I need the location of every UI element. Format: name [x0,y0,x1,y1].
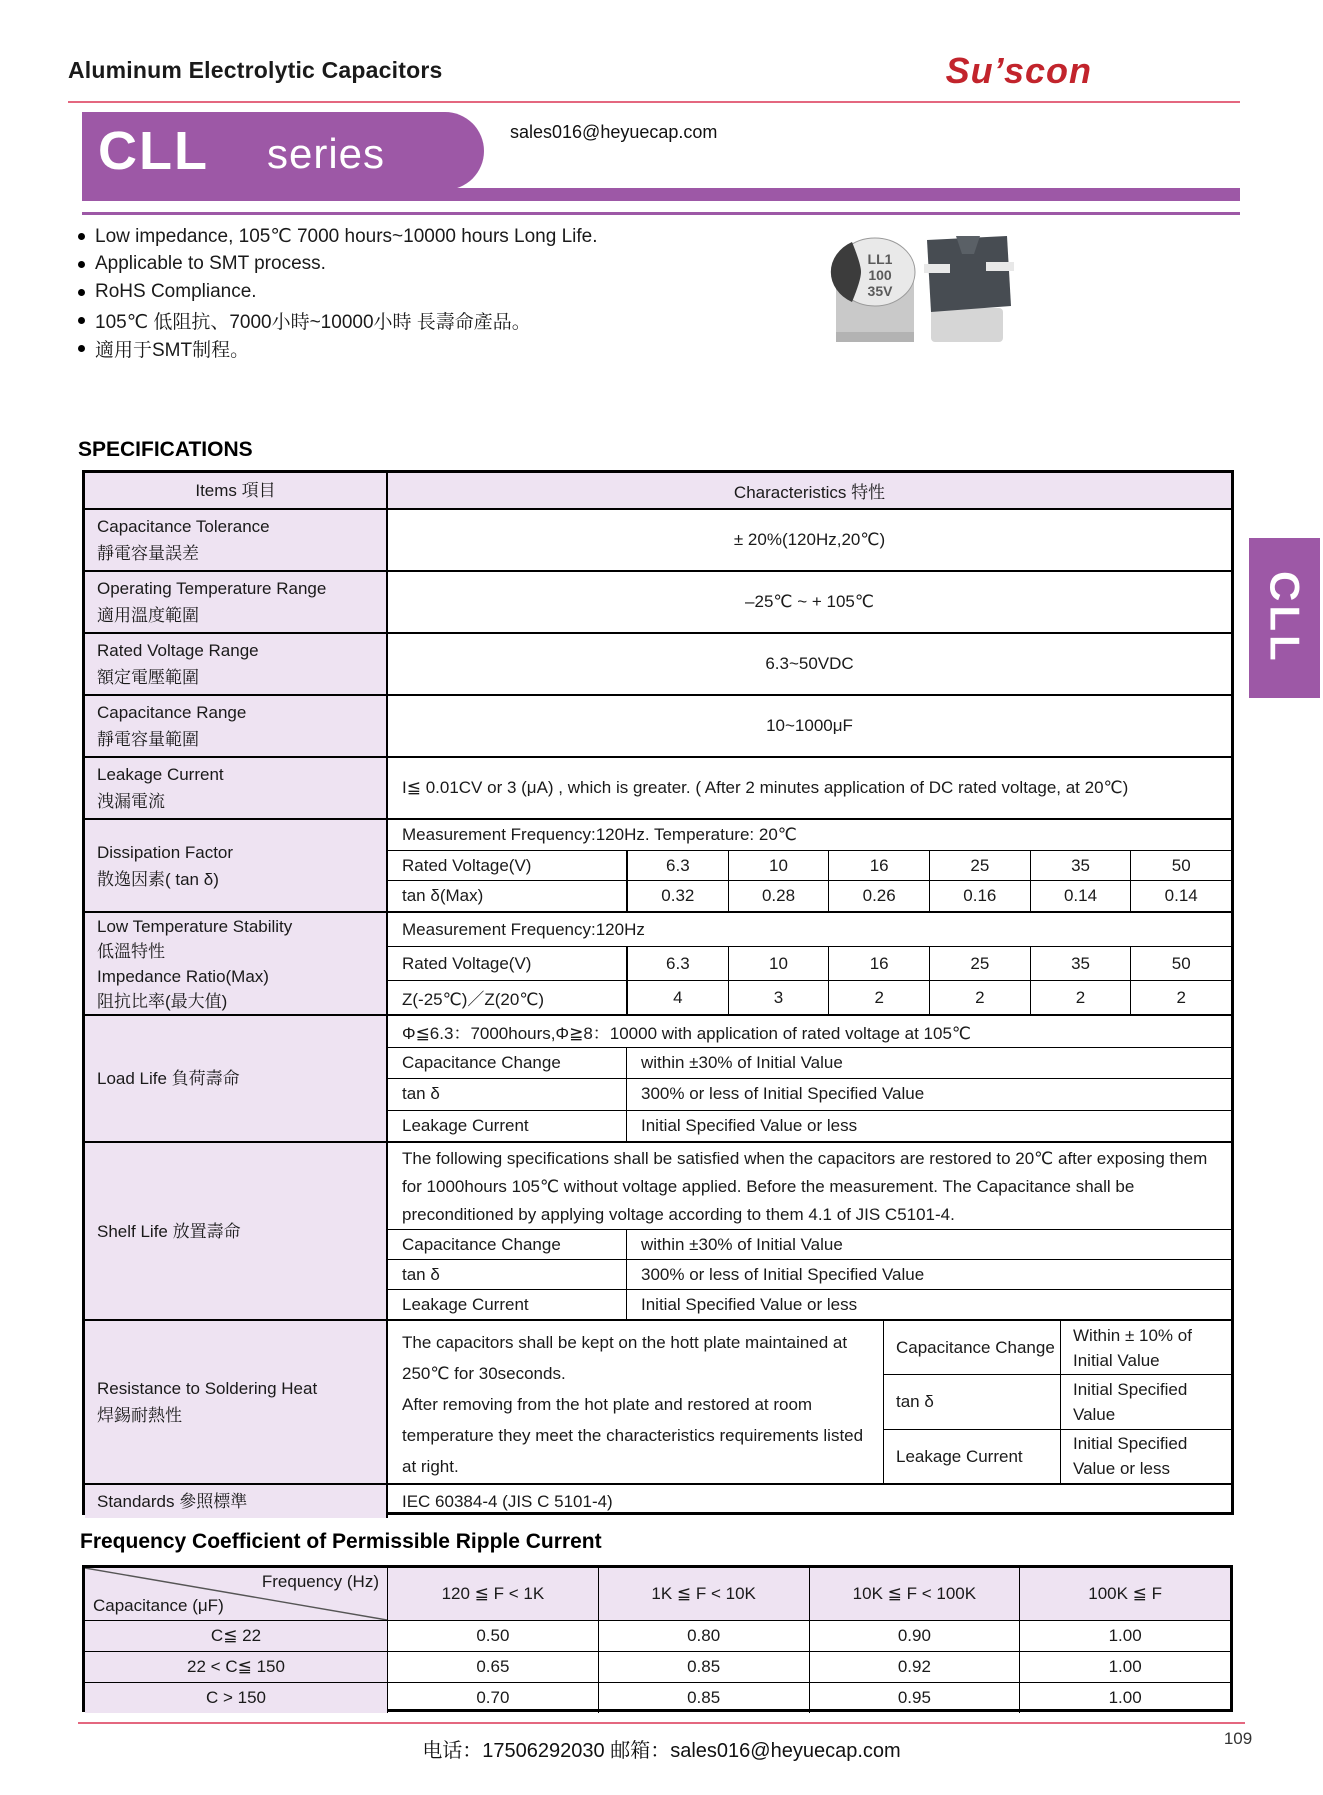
criteria-value: Within ± 10% of Initial Value [1073,1325,1192,1370]
row-value: IEC 60384-4 (JIS C 5101-4) [402,1491,613,1511]
voltage-cell: 10 [728,947,829,980]
criteria-value: within ±30% of Initial Value [641,1052,843,1072]
soldering-heat-criteria [884,1321,1231,1483]
freq-coefficient-cell: 0.92 [809,1652,1020,1682]
cap-marking-3: 35V [867,283,893,299]
cap-marking-1: LL1 [867,251,893,267]
row-label-line: 低溫特性 [97,941,165,961]
freq-corner-cell [85,1568,388,1620]
spec-row-standards [85,1483,1231,1518]
freq-coefficient-cell: 0.70 [476,1688,510,1707]
row-label [85,820,388,911]
freq-coefficient-cell: 0.80 [598,1621,809,1651]
frequency-coefficient-heading: Frequency Coefficient of Permissible Ripple Current [80,1530,602,1553]
freq-coefficient-cell: 0.90 [809,1621,1020,1651]
feature-text: RoHS Compliance. [95,281,257,302]
row-label-line: 阻抗比率(最大值) [97,991,228,1011]
spec-row-rated-voltage [85,632,1231,694]
series-banner [82,112,484,190]
criteria-item: Capacitance Change [388,1230,627,1259]
tan-value-cell: 0.32 [627,881,728,911]
freq-coefficient-cell: 0.65 [476,1657,510,1676]
feature-item [78,278,818,306]
freq-coefficient-cell: 0.95 [809,1683,1020,1713]
load-life-item-row [388,1110,1231,1142]
criteria-value: 300% or less of Initial Specified Value [641,1264,925,1284]
feature-item [78,250,818,278]
freq-coefficient-cell: 1.00 [1019,1683,1230,1713]
row-label-en: Dissipation Factor [97,842,234,862]
row-label-line: Low Temperature Stability [97,916,293,936]
shelf-life-item-row [388,1259,1231,1289]
criteria-value: Initial Specified Value [1073,1379,1188,1424]
frequency-coefficient-table [82,1565,1233,1712]
criteria-value: Initial Specified Value or less [641,1294,858,1314]
freq-data-row [85,1682,1230,1713]
series-code: CLL [98,121,209,181]
row-label [85,758,388,818]
shelf-life-item-row [388,1229,1231,1259]
col-header-characteristics: Characteristics 特性 [388,473,1231,508]
freq-coefficient-cell: 1.00 [1019,1652,1230,1682]
soldering-heat-content [388,1321,1231,1483]
row-label-en: Leakage Current [97,765,224,784]
row-value: 10~1000μF [766,716,853,735]
low-temp-content [388,913,1231,1014]
load-life-condition-row [388,1016,1231,1047]
criteria-value: within ±30% of Initial Value [641,1234,843,1254]
description-paragraph: After removing from the hot plate and restored at room temperature they meet the characteristics requirements listed at right. [402,1395,864,1476]
ratio-value-cell: 2 [1030,981,1131,1014]
specifications-heading: SPECIFICATIONS [78,438,253,461]
soldering-heat-item-row [884,1321,1231,1374]
row-label-en: Resistance to Soldering Heat [97,1379,318,1398]
side-tab-label: CLL [1261,571,1309,665]
freq-row-label: C≦ 22 [85,1621,388,1651]
side-index-tab [1249,538,1320,698]
criteria-value: Initial Specified Value or less [641,1115,858,1135]
row-label-en: Capacitance Range [97,703,247,722]
col-header-items: Items 項目 [85,473,388,508]
ratio-value-cell: 2 [929,981,1030,1014]
voltage-cell: 35 [1030,851,1131,881]
spec-row-shelf-life [85,1141,1231,1319]
tan-value-cell: 0.28 [728,881,829,911]
bullet-icon [78,233,85,240]
row-label [85,1321,388,1483]
freq-col-header: 100K ≦ F [1019,1568,1230,1620]
freq-coefficient-cell: 0.85 [598,1652,809,1682]
load-life-content [388,1016,1231,1141]
criteria-item: Capacitance Change [388,1048,627,1079]
row-label-zh: 靜電容量誤差 [97,544,199,563]
spec-row-capacitance-tolerance [85,508,1231,570]
measurement-condition: Measurement Frequency:120Hz. Temperature: 20℃ [402,824,797,844]
bullet-icon [78,289,85,296]
feature-list [78,222,818,362]
voltage-cell: 6.3 [627,851,728,881]
low-temp-condition-row [388,913,1231,946]
load-life-item-row [388,1047,1231,1079]
freq-col-header: 120 ≦ F < 1K [441,1584,545,1603]
freq-row-label: C > 150 [85,1683,388,1713]
spec-row-capacitance-range [85,694,1231,756]
measurement-condition: Measurement Frequency:120Hz [402,919,645,939]
feature-item [78,306,818,334]
criteria-item: Leakage Current [388,1111,627,1142]
freq-data-row [85,1620,1230,1651]
dissipation-voltage-row [388,850,1231,881]
voltage-cell: 6.3 [627,947,728,980]
row-label-zh: 靜電容量範圍 [97,730,199,749]
tan-value-cell: 0.26 [828,881,929,911]
criteria-item: Leakage Current [884,1430,1061,1483]
row-label [85,1143,388,1319]
row-value: –25℃ ~ + 105℃ [745,592,874,611]
row-label-line: Impedance Ratio(Max) [97,966,269,986]
row-label [85,1016,388,1141]
row-label-zh: 洩漏電流 [97,792,165,811]
voltage-row-label: Rated Voltage(V) [388,947,627,980]
voltage-cell: 25 [929,947,1030,980]
low-temp-ratio-row [388,980,1231,1014]
low-temp-voltage-row [388,946,1231,980]
row-label-en: Operating Temperature Range [97,579,327,598]
feature-text: 適用于SMT制程。 [95,339,250,361]
row-label-en: Capacitance Tolerance [97,517,270,536]
feature-item [78,222,818,250]
freq-data-row [85,1651,1230,1682]
dissipation-tan-row [388,880,1231,911]
load-life-condition: Φ≦6.3：7000hours,Φ≧8：10000 with application of rated voltage at 105℃ [402,1023,971,1043]
tan-value-cell: 0.14 [1130,881,1231,911]
ratio-value-cell: 4 [627,981,728,1014]
feature-text: Low impedance, 105℃ 7000 hours~10000 hours Long Life. [95,225,598,247]
tan-value-cell: 0.14 [1030,881,1131,911]
row-label [85,696,388,756]
tan-value-cell: 0.16 [929,881,1030,911]
row-label-en: Shelf Life 放置壽命 [97,1221,241,1241]
row-label-en: Load Life 負荷壽命 [97,1069,240,1088]
spec-header-row [85,473,1231,508]
spec-row-operating-temperature [85,570,1231,632]
row-label-en: Rated Voltage Range [97,641,259,660]
banner-strip [82,188,1240,201]
row-value: 6.3~50VDC [765,654,854,673]
freq-coefficient-cell: 0.50 [476,1626,510,1645]
soldering-heat-description [388,1321,884,1483]
criteria-item: tan δ [388,1079,627,1110]
contact-email: sales016@heyuecap.com [510,122,718,142]
corner-capacitance-label: Capacitance (μF) [93,1596,224,1615]
row-label-zh: 適用溫度範圍 [97,606,199,625]
spec-row-soldering-heat [85,1319,1231,1483]
shelf-life-condition: The following specifications shall be satisfied when the capacitors are restored to 20℃ after exposing them for 1000hours 105℃ without voltage applied. Before the measurement. The Capacitance shall be preconditioned by applying voltage according to them 4.1 of JIS C5101-4. [402,1149,1208,1224]
spec-row-dissipation-factor [85,818,1231,911]
row-label [85,913,388,1014]
criteria-item: Capacitance Change [884,1321,1061,1374]
shelf-life-item-row [388,1289,1231,1319]
series-word: series [267,130,386,177]
feature-text: Applicable to SMT process. [95,253,326,274]
row-label-zh: 散逸因素( tan δ) [97,869,219,889]
voltage-cell: 25 [929,851,1030,881]
corner-frequency-label: Frequency (Hz) [261,1572,379,1591]
ratio-value-cell: 3 [728,981,829,1014]
row-value: I≦ 0.01CV or 3 (μA) , which is greater. ( After 2 minutes application of DC rated voltage, at 20℃) [402,778,1129,797]
freq-coefficient-cell: 1.00 [1019,1621,1230,1651]
row-label-zh: 焊錫耐熱性 [97,1406,182,1425]
freq-col-header: 1K ≦ F < 10K [598,1568,809,1620]
ratio-value-cell: 2 [1130,981,1231,1014]
spec-row-leakage-current [85,756,1231,818]
dissipation-content [388,820,1231,911]
bullet-icon [78,261,85,268]
row-label [85,1485,388,1518]
document-title: Aluminum Electrolytic Capacitors [68,57,443,83]
feature-text: 105℃ 低阻抗、7000小時~10000小時 長壽命產品。 [95,311,531,333]
cap-marking-2: 100 [868,267,892,283]
row-label [85,572,388,632]
row-label [85,634,388,694]
voltage-cell: 10 [728,851,829,881]
header-rule [68,101,1240,103]
footer-contact: 电话：17506292030 邮箱：sales016@heyuecap.com [422,1740,901,1762]
criteria-item: tan δ [884,1375,1061,1428]
tan-row-label: tan δ(Max) [388,881,627,911]
capacitors-photo [828,220,1018,348]
bullet-icon [78,345,85,352]
shelf-life-condition-row [388,1143,1231,1229]
ratio-row-label: Z(-25℃)／Z(20℃) [388,981,627,1014]
row-value: ± 20%(120Hz,20℃) [733,530,886,549]
freq-col-header: 10K ≦ F < 100K [809,1568,1020,1620]
row-label [85,510,388,570]
banner-underline [82,212,1240,215]
brand-logo: Su’scon [945,50,1092,91]
soldering-heat-item-row [884,1374,1231,1428]
feature-item [78,334,818,362]
specifications-table [82,470,1234,1515]
soldering-heat-item-row [884,1429,1231,1483]
voltage-cell: 16 [828,851,929,881]
page-number: 109 [1223,1729,1253,1748]
load-life-item-row [388,1078,1231,1110]
shelf-life-content [388,1143,1231,1319]
criteria-item: Leakage Current [388,1290,627,1319]
criteria-item: tan δ [388,1260,627,1289]
row-label-en: Standards 參照標準 [97,1492,248,1511]
voltage-cell: 50 [1130,851,1231,881]
spec-row-load-life [85,1014,1231,1141]
spec-row-low-temperature-stability [85,911,1231,1014]
freq-coefficient-cell: 0.85 [598,1683,809,1713]
freq-header-row [85,1568,1230,1620]
criteria-value: 300% or less of Initial Specified Value [641,1084,925,1104]
bullet-icon [78,317,85,324]
criteria-value: Initial Specified Value or less [1073,1434,1188,1479]
voltage-cell: 50 [1130,947,1231,980]
row-label-zh: 額定電壓範圍 [97,668,199,687]
voltage-row-label: Rated Voltage(V) [388,851,627,881]
voltage-cell: 16 [828,947,929,980]
freq-row-label: 22 < C≦ 150 [85,1652,388,1682]
footer-rule [78,1722,1245,1724]
ratio-value-cell: 2 [828,981,929,1014]
description-paragraph: The capacitors shall be kept on the hott plate maintained at 250℃ for 30seconds. [402,1333,848,1383]
voltage-cell: 35 [1030,947,1131,980]
dissipation-condition-row [388,820,1231,850]
